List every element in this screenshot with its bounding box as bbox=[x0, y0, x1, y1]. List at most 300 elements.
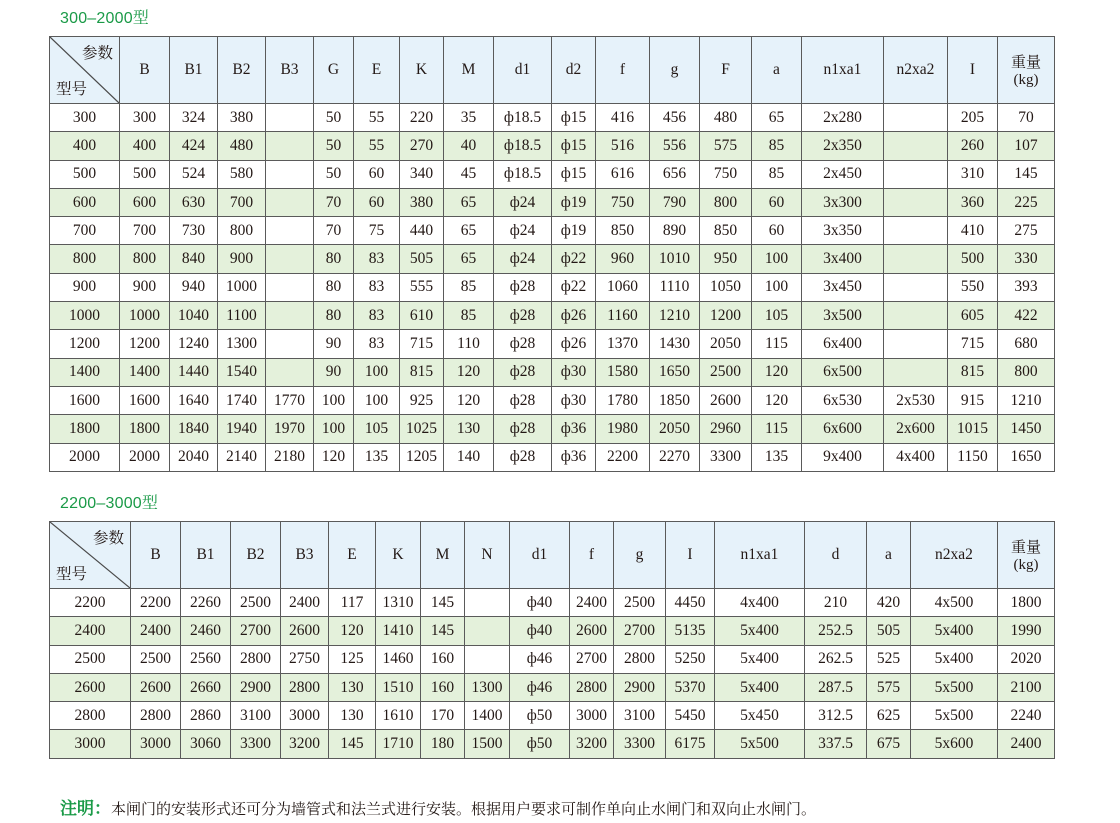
table-cell: 1440 bbox=[170, 358, 218, 386]
table-cell bbox=[266, 160, 314, 188]
table-cell: 900 bbox=[218, 245, 266, 273]
table-row bbox=[50, 673, 1055, 701]
column-header: K bbox=[376, 522, 421, 589]
table-cell: 3x450 bbox=[802, 273, 884, 301]
table-cell: 6x530 bbox=[802, 386, 884, 414]
table-cell: 680 bbox=[998, 330, 1055, 358]
table-cell: 505 bbox=[400, 245, 444, 273]
model-cell: 800 bbox=[50, 245, 120, 273]
table-cell: 5135 bbox=[666, 617, 715, 645]
table-cell: 2240 bbox=[998, 702, 1055, 730]
table-cell bbox=[884, 188, 948, 216]
table-cell: 1610 bbox=[376, 702, 421, 730]
table-cell: 940 bbox=[170, 273, 218, 301]
table-cell: ф28 bbox=[494, 302, 552, 330]
table-cell: 1040 bbox=[170, 302, 218, 330]
table-cell: 5x400 bbox=[911, 617, 998, 645]
table-cell: 750 bbox=[700, 160, 752, 188]
table-cell: 700 bbox=[120, 217, 170, 245]
table-cell: 393 bbox=[998, 273, 1055, 301]
column-header: B bbox=[120, 37, 170, 104]
table-cell: 2050 bbox=[700, 330, 752, 358]
table-cell: 3x500 bbox=[802, 302, 884, 330]
table-cell: 2500 bbox=[700, 358, 752, 386]
table-cell: ф50 bbox=[510, 702, 570, 730]
table-cell: ф50 bbox=[510, 730, 570, 758]
table-cell: 1740 bbox=[218, 386, 266, 414]
table-cell: 625 bbox=[867, 702, 911, 730]
table-cell: 6x600 bbox=[802, 415, 884, 443]
table-cell: 5x500 bbox=[911, 702, 998, 730]
table-row bbox=[50, 104, 1055, 132]
model-cell: 300 bbox=[50, 104, 120, 132]
table-cell: ф18.5 bbox=[494, 160, 552, 188]
table-cell: 1010 bbox=[650, 245, 700, 273]
table-cell: 5x400 bbox=[911, 645, 998, 673]
column-header: G bbox=[314, 37, 354, 104]
table-cell: 5250 bbox=[666, 645, 715, 673]
table-cell: ф46 bbox=[510, 645, 570, 673]
column-header: N bbox=[465, 522, 510, 589]
table-cell: 275 bbox=[998, 217, 1055, 245]
table-cell: 2180 bbox=[266, 443, 314, 471]
table-cell bbox=[884, 160, 948, 188]
table-cell: 840 bbox=[170, 245, 218, 273]
table-cell: 3200 bbox=[281, 730, 329, 758]
table-cell: 616 bbox=[596, 160, 650, 188]
table-cell: 422 bbox=[998, 302, 1055, 330]
table-cell: ф24 bbox=[494, 217, 552, 245]
table-cell: 83 bbox=[354, 245, 400, 273]
table-cell: 1310 bbox=[376, 589, 421, 617]
table-cell: ф22 bbox=[552, 273, 596, 301]
table-cell: 2700 bbox=[614, 617, 666, 645]
table-cell: 2600 bbox=[700, 386, 752, 414]
table-cell: 2270 bbox=[650, 443, 700, 471]
table-cell: 9x400 bbox=[802, 443, 884, 471]
table-cell: ф28 bbox=[494, 415, 552, 443]
table-cell bbox=[266, 217, 314, 245]
column-header: I bbox=[948, 37, 998, 104]
table-cell: 605 bbox=[948, 302, 998, 330]
table-cell: 324 bbox=[170, 104, 218, 132]
table-cell: 1100 bbox=[218, 302, 266, 330]
table-cell: 456 bbox=[650, 104, 700, 132]
table-cell: 2500 bbox=[231, 589, 281, 617]
table-cell: 225 bbox=[998, 188, 1055, 216]
column-header: B1 bbox=[181, 522, 231, 589]
table-cell: 300 bbox=[120, 104, 170, 132]
table-cell: 270 bbox=[400, 132, 444, 160]
table-cell: 2960 bbox=[700, 415, 752, 443]
table-cell: 2000 bbox=[120, 443, 170, 471]
column-header: B bbox=[131, 522, 181, 589]
table-cell: 1650 bbox=[998, 443, 1055, 471]
table-cell: 2400 bbox=[570, 589, 614, 617]
table-cell: 555 bbox=[400, 273, 444, 301]
table-cell: 2x280 bbox=[802, 104, 884, 132]
table1-title: 300–2000型 bbox=[60, 10, 149, 27]
column-header: F bbox=[700, 37, 752, 104]
table-cell: 85 bbox=[444, 302, 494, 330]
table-cell: 340 bbox=[400, 160, 444, 188]
table-cell: 2900 bbox=[231, 673, 281, 701]
table-row bbox=[50, 702, 1055, 730]
table-cell: ф19 bbox=[552, 217, 596, 245]
table-cell: 4450 bbox=[666, 589, 715, 617]
table-row bbox=[50, 589, 1055, 617]
footnote bbox=[60, 794, 816, 819]
table-cell: 2800 bbox=[614, 645, 666, 673]
table-cell: 2200 bbox=[596, 443, 650, 471]
table-cell: 3200 bbox=[570, 730, 614, 758]
table-cell: 2400 bbox=[998, 730, 1055, 758]
model-cell: 400 bbox=[50, 132, 120, 160]
table-cell: 2860 bbox=[181, 702, 231, 730]
table-cell: 50 bbox=[314, 104, 354, 132]
table-cell: 60 bbox=[354, 160, 400, 188]
table-row bbox=[50, 645, 1055, 673]
table-cell: ф40 bbox=[510, 589, 570, 617]
table-cell: 70 bbox=[998, 104, 1055, 132]
column-header: g bbox=[650, 37, 700, 104]
table-cell: 915 bbox=[948, 386, 998, 414]
table-cell: 262.5 bbox=[805, 645, 867, 673]
table-cell: 1770 bbox=[266, 386, 314, 414]
table-cell: 105 bbox=[354, 415, 400, 443]
table-cell: 1500 bbox=[465, 730, 510, 758]
table-cell: 2500 bbox=[131, 645, 181, 673]
table-cell: ф30 bbox=[552, 358, 596, 386]
spec-table-2200-3000 bbox=[49, 521, 1055, 759]
table-cell: 1240 bbox=[170, 330, 218, 358]
table-cell: 1150 bbox=[948, 443, 998, 471]
table-cell: 1370 bbox=[596, 330, 650, 358]
table-cell: 160 bbox=[421, 645, 465, 673]
table-cell: 60 bbox=[752, 217, 802, 245]
table-cell: 60 bbox=[354, 188, 400, 216]
weight-unit-label: (kg) bbox=[1013, 72, 1039, 88]
table-cell: ф15 bbox=[552, 104, 596, 132]
column-header: M bbox=[444, 37, 494, 104]
table-cell: 70 bbox=[314, 217, 354, 245]
column-header: g bbox=[614, 522, 666, 589]
table-cell: 125 bbox=[329, 645, 376, 673]
table-cell: 2750 bbox=[281, 645, 329, 673]
table-cell: ф18.5 bbox=[494, 132, 552, 160]
table-cell: 580 bbox=[218, 160, 266, 188]
table-cell bbox=[465, 589, 510, 617]
table-cell: ф28 bbox=[494, 330, 552, 358]
table-cell: 1450 bbox=[998, 415, 1055, 443]
table-cell bbox=[266, 302, 314, 330]
table-cell: 410 bbox=[948, 217, 998, 245]
model-cell: 1000 bbox=[50, 302, 120, 330]
table-cell: 115 bbox=[752, 330, 802, 358]
table-cell: 610 bbox=[400, 302, 444, 330]
table-cell: 1800 bbox=[998, 589, 1055, 617]
table-cell: 120 bbox=[752, 358, 802, 386]
table-cell bbox=[884, 358, 948, 386]
table-cell: 1780 bbox=[596, 386, 650, 414]
header-corner-cell bbox=[50, 37, 120, 104]
column-header: n1xa1 bbox=[715, 522, 805, 589]
table-cell: 6x500 bbox=[802, 358, 884, 386]
table-cell: 2500 bbox=[614, 589, 666, 617]
table-cell: 815 bbox=[400, 358, 444, 386]
table-cell: 2700 bbox=[231, 617, 281, 645]
table-cell: 50 bbox=[314, 160, 354, 188]
table-cell: 1990 bbox=[998, 617, 1055, 645]
table-cell: 2660 bbox=[181, 673, 231, 701]
table-cell: ф28 bbox=[494, 443, 552, 471]
table-cell: ф15 bbox=[552, 132, 596, 160]
table-cell: 140 bbox=[444, 443, 494, 471]
table-cell: 1300 bbox=[465, 673, 510, 701]
table-cell: 800 bbox=[218, 217, 266, 245]
table-cell: 85 bbox=[752, 132, 802, 160]
table-cell: 815 bbox=[948, 358, 998, 386]
table-cell: ф19 bbox=[552, 188, 596, 216]
column-header-weight bbox=[998, 37, 1055, 104]
table2-title: 2200–3000型 bbox=[60, 495, 159, 512]
table-cell: 1400 bbox=[120, 358, 170, 386]
table-cell: 5370 bbox=[666, 673, 715, 701]
model-cell: 2800 bbox=[50, 702, 131, 730]
column-header: E bbox=[354, 37, 400, 104]
table-cell: 312.5 bbox=[805, 702, 867, 730]
table-cell: 2x350 bbox=[802, 132, 884, 160]
model-cell: 900 bbox=[50, 273, 120, 301]
table-cell: 1210 bbox=[650, 302, 700, 330]
table-cell: 1160 bbox=[596, 302, 650, 330]
table-cell: 730 bbox=[170, 217, 218, 245]
table-cell bbox=[884, 245, 948, 273]
table-cell: 630 bbox=[170, 188, 218, 216]
table-cell: 700 bbox=[218, 188, 266, 216]
table-row bbox=[50, 132, 1055, 160]
table-cell: ф24 bbox=[494, 245, 552, 273]
table-cell: 1460 bbox=[376, 645, 421, 673]
table-row bbox=[50, 386, 1055, 414]
table-cell: 4x400 bbox=[715, 589, 805, 617]
table-cell bbox=[266, 188, 314, 216]
table-cell: 120 bbox=[444, 386, 494, 414]
column-header: K bbox=[400, 37, 444, 104]
table-row bbox=[50, 273, 1055, 301]
table-cell: 3060 bbox=[181, 730, 231, 758]
column-header: f bbox=[570, 522, 614, 589]
table-cell: 3100 bbox=[614, 702, 666, 730]
table-cell: 135 bbox=[354, 443, 400, 471]
model-cell: 500 bbox=[50, 160, 120, 188]
table-cell: 83 bbox=[354, 330, 400, 358]
table-cell: ф36 bbox=[552, 443, 596, 471]
table-cell: 90 bbox=[314, 330, 354, 358]
table-cell: 83 bbox=[354, 302, 400, 330]
header-model-label: 型号 bbox=[56, 566, 88, 583]
model-cell: 1800 bbox=[50, 415, 120, 443]
table-cell: 170 bbox=[421, 702, 465, 730]
table-cell: 420 bbox=[867, 589, 911, 617]
table-cell: 2460 bbox=[181, 617, 231, 645]
table-cell: 3300 bbox=[700, 443, 752, 471]
table-cell: ф28 bbox=[494, 386, 552, 414]
table-cell: 500 bbox=[948, 245, 998, 273]
table-cell: 1015 bbox=[948, 415, 998, 443]
table-cell: 65 bbox=[752, 104, 802, 132]
table-cell bbox=[465, 645, 510, 673]
header-model-label: 型号 bbox=[56, 81, 88, 98]
table-cell: 1000 bbox=[120, 302, 170, 330]
column-header: B2 bbox=[218, 37, 266, 104]
table-cell: 205 bbox=[948, 104, 998, 132]
table-row bbox=[50, 330, 1055, 358]
table-cell bbox=[884, 273, 948, 301]
table-cell: 1970 bbox=[266, 415, 314, 443]
table-cell: 100 bbox=[354, 386, 400, 414]
table-cell: 145 bbox=[421, 589, 465, 617]
table-cell: 960 bbox=[596, 245, 650, 273]
column-header: n2xa2 bbox=[884, 37, 948, 104]
table-cell: 1300 bbox=[218, 330, 266, 358]
table-cell: 35 bbox=[444, 104, 494, 132]
table-cell: 135 bbox=[752, 443, 802, 471]
table-row bbox=[50, 188, 1055, 216]
table-cell: 105 bbox=[752, 302, 802, 330]
table-cell: 480 bbox=[218, 132, 266, 160]
table-cell: 505 bbox=[867, 617, 911, 645]
table-cell bbox=[884, 217, 948, 245]
table-cell: 790 bbox=[650, 188, 700, 216]
table-cell: ф30 bbox=[552, 386, 596, 414]
table-cell: 1640 bbox=[170, 386, 218, 414]
table-cell: 2800 bbox=[231, 645, 281, 673]
column-header: M bbox=[421, 522, 465, 589]
table-cell: 55 bbox=[354, 104, 400, 132]
table-cell bbox=[266, 273, 314, 301]
table-cell: 2100 bbox=[998, 673, 1055, 701]
table-cell: 120 bbox=[314, 443, 354, 471]
table-cell: 120 bbox=[752, 386, 802, 414]
table-cell: 2020 bbox=[998, 645, 1055, 673]
table-cell: 2200 bbox=[131, 589, 181, 617]
table-cell: 220 bbox=[400, 104, 444, 132]
table-cell: 5x600 bbox=[911, 730, 998, 758]
model-cell: 2500 bbox=[50, 645, 131, 673]
table-cell: 100 bbox=[752, 273, 802, 301]
table-cell: 4x400 bbox=[884, 443, 948, 471]
table-cell: 925 bbox=[400, 386, 444, 414]
header-corner-cell bbox=[50, 522, 131, 589]
model-cell: 700 bbox=[50, 217, 120, 245]
table-cell: 180 bbox=[421, 730, 465, 758]
table-cell: 80 bbox=[314, 302, 354, 330]
spec-table-300-2000 bbox=[49, 36, 1055, 472]
table-cell: 2600 bbox=[570, 617, 614, 645]
table-cell: 65 bbox=[444, 188, 494, 216]
table-cell: 3x300 bbox=[802, 188, 884, 216]
table-cell: 65 bbox=[444, 217, 494, 245]
table-cell: 1840 bbox=[170, 415, 218, 443]
table-cell: 1650 bbox=[650, 358, 700, 386]
table-cell: 2900 bbox=[614, 673, 666, 701]
table-cell: 1430 bbox=[650, 330, 700, 358]
column-header: a bbox=[752, 37, 802, 104]
table-cell: 145 bbox=[998, 160, 1055, 188]
model-cell: 1400 bbox=[50, 358, 120, 386]
table-cell: 260 bbox=[948, 132, 998, 160]
table-cell: 480 bbox=[700, 104, 752, 132]
column-header: B1 bbox=[170, 37, 218, 104]
model-cell: 600 bbox=[50, 188, 120, 216]
table-cell: 90 bbox=[314, 358, 354, 386]
column-header: d2 bbox=[552, 37, 596, 104]
table-cell: 107 bbox=[998, 132, 1055, 160]
table-cell: 950 bbox=[700, 245, 752, 273]
table-cell: ф46 bbox=[510, 673, 570, 701]
model-cell: 2600 bbox=[50, 673, 131, 701]
table-cell: 1710 bbox=[376, 730, 421, 758]
table-cell: 85 bbox=[752, 160, 802, 188]
table-cell: 120 bbox=[329, 617, 376, 645]
table-cell: 800 bbox=[998, 358, 1055, 386]
table-cell: 160 bbox=[421, 673, 465, 701]
table-cell bbox=[266, 132, 314, 160]
table-cell: 55 bbox=[354, 132, 400, 160]
table-cell: 210 bbox=[805, 589, 867, 617]
table-row bbox=[50, 302, 1055, 330]
table-cell: 1205 bbox=[400, 443, 444, 471]
table-cell: 2600 bbox=[131, 673, 181, 701]
table-cell: 524 bbox=[170, 160, 218, 188]
column-header: a bbox=[867, 522, 911, 589]
table-cell: 3100 bbox=[231, 702, 281, 730]
table-cell: 115 bbox=[752, 415, 802, 443]
table-cell: 850 bbox=[596, 217, 650, 245]
table-cell: 80 bbox=[314, 273, 354, 301]
table-cell: 2400 bbox=[281, 589, 329, 617]
table-cell: 2700 bbox=[570, 645, 614, 673]
table-cell: 1400 bbox=[465, 702, 510, 730]
table-cell: ф28 bbox=[494, 358, 552, 386]
table-cell: 70 bbox=[314, 188, 354, 216]
table-cell: 3000 bbox=[281, 702, 329, 730]
model-cell: 1600 bbox=[50, 386, 120, 414]
table-cell: 2800 bbox=[570, 673, 614, 701]
table-header-row bbox=[50, 37, 1055, 104]
table-cell: 5x400 bbox=[715, 673, 805, 701]
table-cell: 5x500 bbox=[715, 730, 805, 758]
table-cell: 2050 bbox=[650, 415, 700, 443]
model-cell: 1200 bbox=[50, 330, 120, 358]
table-cell: 1600 bbox=[120, 386, 170, 414]
table-cell: 3x350 bbox=[802, 217, 884, 245]
table-cell: 675 bbox=[867, 730, 911, 758]
table-cell: 850 bbox=[700, 217, 752, 245]
table-cell: 2x600 bbox=[884, 415, 948, 443]
table-cell: 50 bbox=[314, 132, 354, 160]
table-cell: 440 bbox=[400, 217, 444, 245]
table-cell: 1210 bbox=[998, 386, 1055, 414]
table-cell: 516 bbox=[596, 132, 650, 160]
header-param-label: 参数 bbox=[81, 45, 113, 62]
table-cell: 3300 bbox=[231, 730, 281, 758]
table-cell: 130 bbox=[444, 415, 494, 443]
table-cell: 556 bbox=[650, 132, 700, 160]
table-cell: 1800 bbox=[120, 415, 170, 443]
table-cell: 80 bbox=[314, 245, 354, 273]
